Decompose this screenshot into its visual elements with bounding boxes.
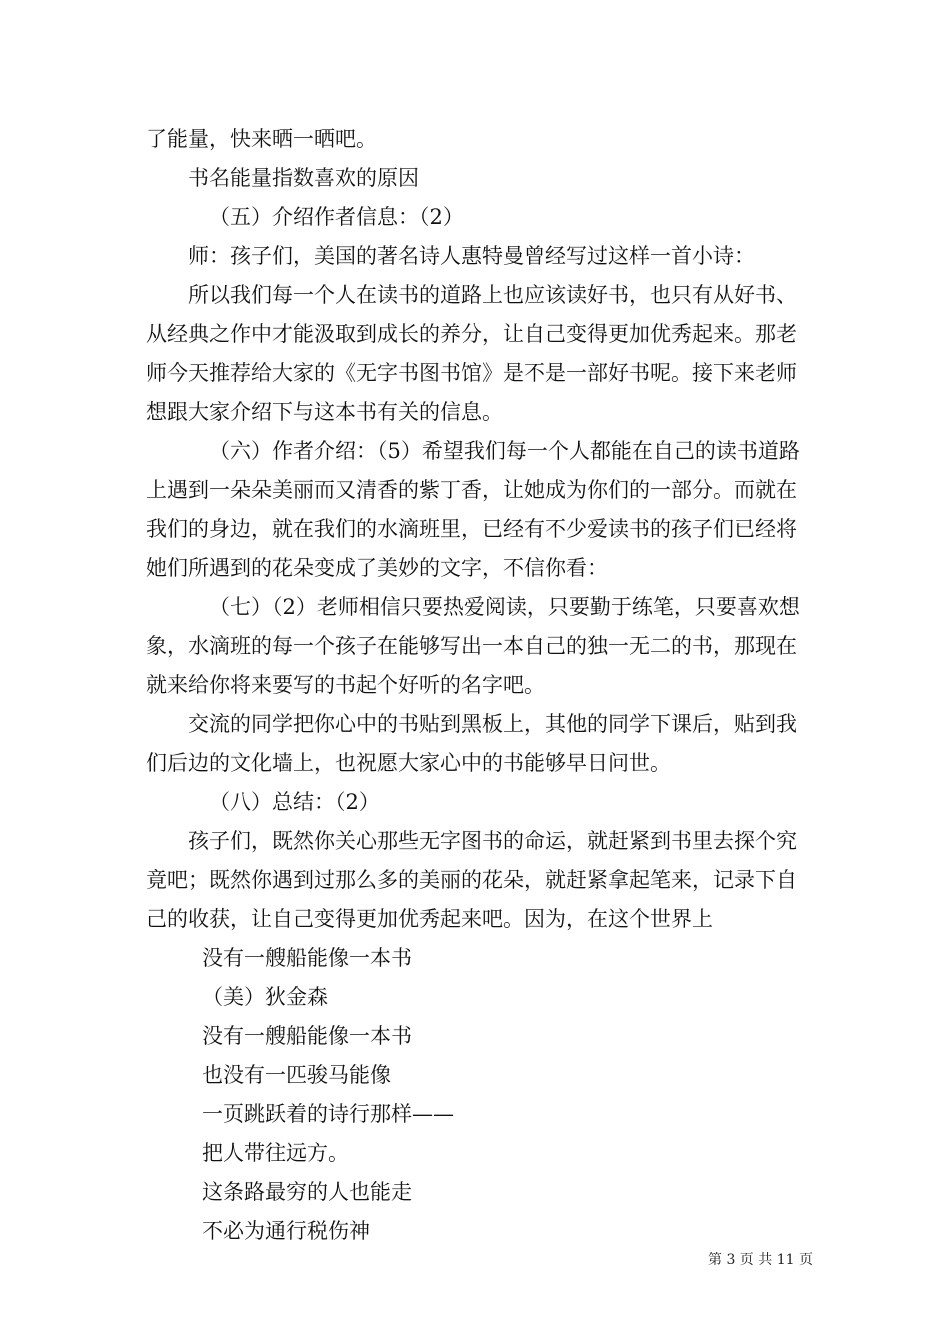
paragraph-10: 孩子们，既然你关心那些无字图书的命运，就赶紧到书里去探个究竟吧；既然你遇到过那么多的美丽的花朵，就赶紧拿起笔来，记录下自己的收获，让自己变得更加优秀起来吧。因为，在这个世界上 <box>146 829 797 931</box>
section-heading-6: （六）作者介绍：（5）希望我们每一个人都能在自己的读书道路上遇到一朵朵美丽而又清香的紫丁香，让她成为你们的一部分。而就在我们的身边，就在我们的水滴班里，已经有不少爱读书的孩子们已经将她们所遇到的花朵变成了美妙的文字，不信你看： <box>146 439 800 580</box>
paragraph-5: 所以我们每一个人在读书的道路上也应该读好书，也只有从好书、从经典之作中才能汲取到成长的养分，让自己变得更加优秀起来。那老师今天推荐给大家的《无字书图书馆》是不是一部好书呢。接下来老师想跟大家介绍下与这本书有关的信息。 <box>146 283 797 424</box>
poem-title: 没有一艘船能像一本书 <box>202 946 412 970</box>
paragraph-1: 了能量，快来晒一晒吧。 <box>146 127 377 151</box>
poem-line: 这条路最穷的人也能走 <box>202 1180 412 1204</box>
poem-line: 一页跳跃着的诗行那样—— <box>202 1102 454 1126</box>
section-heading-5: （五）介绍作者信息：（2） <box>209 205 464 229</box>
paragraph-8: 交流的同学把你心中的书贴到黑板上，其他的同学下课后，贴到我们后边的文化墙上，也祝愿大家心中的书能够早日问世。 <box>146 712 797 775</box>
document-body <box>146 120 816 1251</box>
paragraph-2: 书名能量指数喜欢的原因 <box>188 166 419 190</box>
section-heading-7: （七）（2）老师相信只要热爱阅读，只要勤于练笔，只要喜欢想象，水滴班的每一个孩子在能够写出一本自己的独一无二的书，那现在就来给你将来要写的书起个好听的名字吧。 <box>146 595 800 697</box>
paragraph-4: 师：孩子们，美国的著名诗人惠特曼曾经写过这样一首小诗： <box>188 244 755 268</box>
poem-line: 把人带往远方。 <box>202 1141 349 1165</box>
page-number-footer: 第 3 页 共 11 页 <box>708 1252 813 1268</box>
poem-line: 也没有一匹骏马能像 <box>202 1063 391 1087</box>
poem-line: 不必为通行税伤神 <box>202 1219 370 1243</box>
poem-line: 没有一艘船能像一本书 <box>202 1024 412 1048</box>
section-heading-8: （八）总结：（2） <box>209 790 380 814</box>
poem-author: （美）狄金森 <box>202 985 328 1009</box>
poem <box>146 939 816 1251</box>
